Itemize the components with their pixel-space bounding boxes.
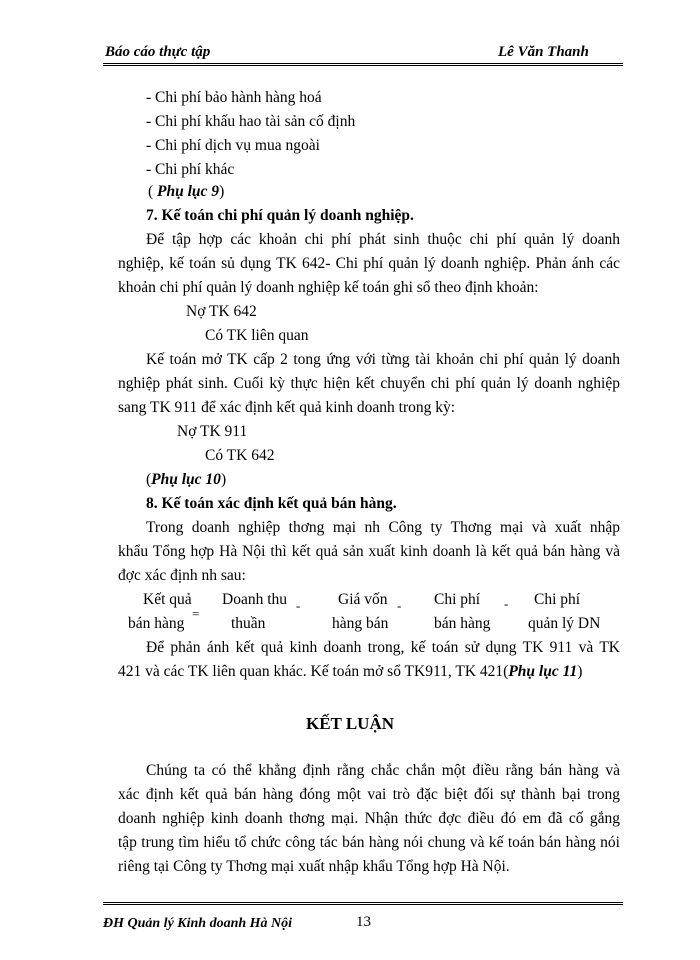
appendix-label: Phụ lục 9: [157, 183, 220, 200]
list-item: - Chi phí khấu hao tài sản cố định: [146, 113, 356, 130]
paragraph-line: khẩu Tổng hợp Hà Nội thì kết quả sản xuất kinh doanh là kết quả bán hàng và: [118, 543, 620, 560]
paragraph-line: tập trung tìm hiểu tổ chức công tác bán hàng nói chung và kế toán bán hàng nói: [118, 834, 620, 851]
formula-term: Kết quả: [143, 591, 192, 608]
paragraph-line: 421 và các TK liên quan khác. Kế toán mở sổ TK911, TK 421(: [118, 663, 509, 680]
formula-term: bán hàng: [434, 615, 491, 632]
debit-entry: Nợ TK 911: [177, 423, 248, 440]
footer-rule: [103, 902, 623, 905]
footer-university: ĐH Quản lý Kinh doanh Hà Nội: [103, 916, 293, 931]
formula-term: Chi phí: [434, 591, 481, 608]
formula-term: Giá vốn: [338, 591, 388, 608]
appendix-label: Phụ lục 10: [151, 471, 221, 488]
formula-term: bán hàng: [128, 615, 185, 632]
appendix-label: Phụ lục 11: [508, 663, 578, 680]
formula-term: Chi phí: [534, 591, 581, 608]
paragraph-line: doanh nghiệp kinh doanh thơng mại. Nhận thức đợc điều đó em đã cố gắng: [118, 810, 620, 827]
appendix-11-ref: [118, 663, 582, 681]
paragraph-line: Để tập hợp các khoản chi phí phát sinh thuộc chi phí quản lý doanh: [146, 231, 620, 248]
paragraph-line: riêng tại Công ty Thơng mại xuất nhập khẩu Tổng hợp Hà Nội.: [118, 858, 510, 875]
header-report-title: Báo cáo thực tập: [105, 44, 211, 60]
paragraph-line: khoản chi phí quản lý doanh nghiệp kế toán ghi sổ theo định khoản:: [118, 279, 539, 296]
appendix-open: (: [148, 183, 158, 200]
paragraph-line: nghiệp, kế toán sủ dụng TK 642- Chi phí quản lý doanh nghiệp. Phản ánh các: [118, 255, 620, 272]
paragraph-line: Trong doanh nghiệp thơng mại nh Công ty Thơng mại và xuất nhập: [146, 519, 620, 536]
list-item: - Chi phí khác: [146, 161, 235, 178]
appendix-9-ref: [148, 183, 224, 201]
appendix-open: (: [146, 471, 152, 488]
formula-term: thuần: [231, 615, 266, 632]
formula-term: quản lý DN: [528, 615, 601, 632]
paragraph-line: đợc xác định nh sau:: [118, 567, 246, 584]
list-item: - Chi phí bảo hành hàng hoá: [146, 89, 322, 106]
credit-entry: Có TK liên quan: [205, 327, 309, 344]
paragraph-line: Để phản ánh kết quả kinh doanh trong, kế toán sử dụng TK 911 và TK: [146, 639, 620, 656]
credit-entry: Có TK 642: [205, 447, 275, 464]
formula-minus: -: [504, 596, 509, 611]
paragraph-line: Chúng ta có thể khẳng định rằng chắc chắn một điều rằng bán hàng và: [146, 762, 620, 779]
debit-entry: Nợ TK 642: [186, 303, 257, 320]
appendix-close: ): [220, 471, 227, 488]
page-number: 13: [356, 914, 371, 930]
header-rule: [103, 63, 623, 66]
appendix-close: ): [219, 183, 225, 200]
paragraph-line: Kế toán mở TK cấp 2 tong ứng với từng tài khoản chi phí quản lý doanh: [146, 351, 620, 368]
appendix-10-ref: [146, 471, 226, 489]
formula-equals: =: [192, 606, 200, 621]
header-author: Lê Văn Thanh: [498, 44, 589, 60]
formula-term: hàng bán: [332, 615, 389, 632]
formula-term: Doanh thu: [222, 591, 288, 608]
paragraph-line: nghiệp phát sinh. Cuối kỳ thực hiện kết chuyển chi phí quản lý doanh nghiệp: [118, 375, 620, 392]
paragraph-line: xác định kết quả bán hàng đóng một vai trò đặc biệt đối sự thành bại trong: [118, 786, 620, 803]
list-item: - Chi phí dịch vụ mua ngoài: [146, 137, 320, 154]
section-8-heading: 8. Kế toán xác định kết quả bán hàng.: [146, 495, 397, 512]
paragraph-line: sang TK 911 để xác định kết quả kinh doanh trong kỳ:: [118, 399, 456, 416]
formula-minus: -: [296, 598, 301, 613]
conclusion-title: KẾT LUẬN: [305, 714, 394, 733]
appendix-close: ): [577, 663, 583, 680]
formula-minus: -: [397, 598, 402, 613]
section-7-heading: 7. Kế toán chi phí quản lý doanh nghiệp.: [146, 207, 414, 224]
